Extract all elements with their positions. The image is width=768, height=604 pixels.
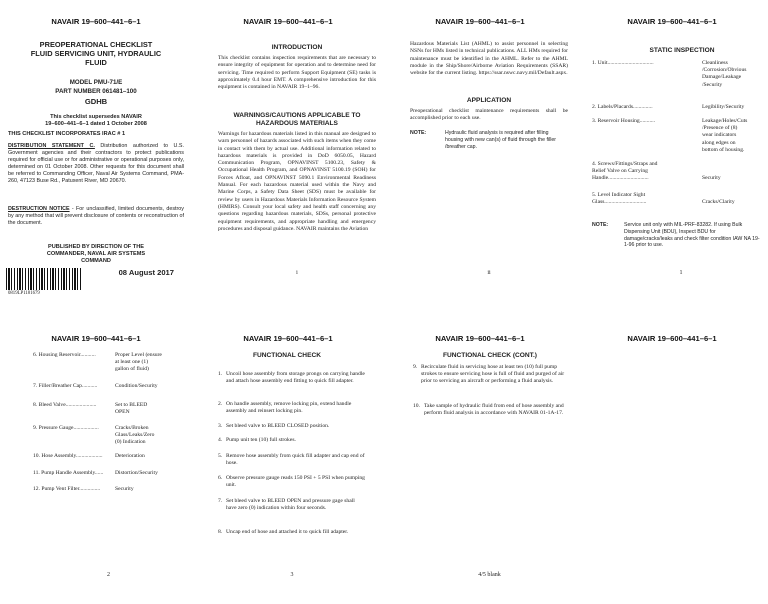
note-text: Hydraulic fluid analysis is required after filling housing with new can(s) of fluid through the filler /breather cap. (445, 130, 557, 150)
published-line: COMMAND (81, 258, 111, 264)
introduction-text: This checklist contains inspection requirements that are necessary to ensure integrity of equipment for operation and to determine need for servicing. Time required to perform Support Equipment (SE) tasks is approximately 0.4 hour EMT. A comprehensive introduction for this equipment is contained in NAVAIR 19–1–96. (218, 55, 376, 91)
publication-date: 08 August 2017 (118, 268, 174, 277)
inspection-item (33, 453, 190, 461)
inspection-item-criteria: Legibility/Security (702, 104, 745, 110)
functional-check-continued-heading: FUNCTIONAL CHECK (CONT.) (442, 352, 537, 359)
inspection-item-criteria: Security (115, 486, 134, 492)
inspection-item-label: 9. Pressure Gauge.................. (33, 425, 99, 431)
functional-step (218, 371, 366, 393)
page-number: i (296, 270, 298, 276)
page-header: NAVAIR 19–600–441–6–1 (435, 334, 525, 343)
static-inspection-panel (576, 0, 768, 302)
inspection-item-criteria: Set to BLEED OPEN (115, 402, 148, 416)
application-heading: APPLICATION (466, 97, 512, 104)
step-text: Pump unit ten (10) full strokes. (226, 437, 296, 443)
warnings-heading-line: WARNINGS/CAUTIONS APPLICABLE TO (233, 112, 361, 119)
page-number: ii (487, 270, 491, 276)
inspection-item (592, 104, 764, 113)
introduction-panel (192, 0, 384, 302)
cover-panel (0, 0, 192, 302)
inspection-item-label: 10. Hose Assembly................... (33, 453, 103, 459)
inspection-item (33, 470, 190, 478)
distribution-text: Distribution authorized to U.S. Government agencies and their contractors to protect publications required for official use or for administrative or operational purposes only, determined on 01 October 2008. Other requests for this document shall be referred to Commanding Officer, Naval Air Systems Command, PMA-260, 47123 Buse Rd., Patuxent River, MD 20670. (8, 143, 185, 184)
warnings-text: Warnings for hazardous materials listed in this manual are designed to warn personnel of hazards associated with such items when they come in contact with them by actual use. Additional information related to hazardous materials is provided in DoD 6050.05, Hazard Communication Program, OPNAVINST 5100.23, Safety & Occupational Health Program, and OPNAVINST 5100.19 (SOH) for Forces Afloat, and OPNAVINST 5090.1 Environmental Readiness Manual. For each hazardous material used within the Navy and Marine Corps, a Safety Data Sheet (SDS) must be available for review by users in Hazardous Materials Information Resource System (HMIRS). Consult your local safety and health staff concerning any questions regarding hazardous materials, SDSs, personal protective equipment requirements, and appropriate handling and emergency procedures and disposal guidance. NAVAIR maintains the Aviation (218, 131, 376, 232)
cover-title-line: PREOPERATIONAL CHECKLIST (39, 40, 153, 49)
published-line: COMMANDER, NAVAL AIR SYSTEMS (46, 251, 146, 257)
step-number: 2. (218, 401, 223, 407)
distribution-statement (8, 143, 184, 184)
step-text: On handle assembly, remove locking pin, extend handle assembly and reinsert locking pin. (226, 401, 352, 415)
cover-title (0, 41, 192, 67)
inspection-item (592, 60, 764, 96)
inspection-item (592, 118, 764, 156)
inspection-item-label: 2. Labels/Placards.............. (592, 104, 653, 110)
functional-step (218, 423, 366, 431)
inspection-item (592, 161, 764, 183)
page-number: 4/5 blank (478, 572, 501, 578)
application-panel (384, 0, 576, 302)
functional-step (218, 498, 366, 520)
step-number: 5. (218, 453, 223, 459)
destruction-label: DESTRUCTION NOTICE (8, 206, 70, 212)
note-label: NOTE: (592, 222, 609, 228)
inspection-item-label: 12. Pump Vent Filter............... (33, 486, 101, 492)
published-by (0, 244, 192, 265)
page-header: NAVAIR 19–600–441–6–1 (627, 334, 717, 343)
page-number: 3 (290, 572, 294, 578)
step-number: 1. (218, 371, 223, 377)
published-line: PUBLISHED BY DIRECTION OF THE (48, 244, 144, 250)
page-header: NAVAIR 19–600–441–6–1 (51, 334, 141, 343)
gdhb-code: GDHB (84, 97, 108, 106)
cover-model-block (0, 78, 192, 106)
inspection-item-label: 1. Unit................................. (592, 60, 654, 66)
inspection-item-label: 5. Level Indicator Sight Glass.............................. (592, 192, 647, 206)
model-number: MODEL PMU-71/E (69, 79, 123, 86)
step-number: 10. (413, 403, 420, 409)
static-inspection-heading: STATIC INSPECTION (649, 47, 715, 54)
inspection-item-criteria: Proper Level (ensure at least one (1) gallon of fluid) (115, 352, 162, 373)
destruction-notice (8, 206, 184, 227)
page-header: NAVAIR 19–600–441–6–1 (51, 17, 141, 26)
step-number: 9. (413, 364, 418, 370)
destruction-text: - For unclassified, limited documents, destroy by any method that will prevent disclosure of contents or reconstruction of the document. (8, 206, 185, 226)
inspection-item-label: 4. Screws/Fittings/Straps and Relief Valve on Carrying Handle............................. (592, 161, 658, 182)
inspection-item-criteria: Cracks/Clarity (702, 199, 735, 206)
step-text: Observe pressure gauge reads 150 PSI + 5 PSI when pumping unit. (226, 475, 365, 489)
step-text: Uncoil hose assembly from storage prongs on carrying handle and attach hose assembly end fitting to quick fill adapter. (226, 371, 365, 385)
step-text: Take sample of hydraulic fluid from end of hose assembly and perform fluid analysis in accordance with NAVAIR 01-1A-17. (424, 403, 564, 417)
functional-step (413, 403, 566, 418)
warnings-heading-line: HAZARDOUS MATERIALS (256, 120, 338, 127)
inspection-item-label: 7. Filler/Breather Cap........... (33, 383, 98, 389)
inspection-item (33, 383, 190, 391)
barcode-bars (6, 268, 81, 290)
step-number: 4. (218, 437, 223, 443)
header-only-panel (576, 302, 768, 604)
part-number: PART NUMBER 061481–100 (55, 88, 137, 95)
supersedes-line: This checklist supersedes NAVAIR (50, 114, 142, 120)
functional-step (413, 364, 566, 393)
inspection-item-label: 3. Reservoir Housing........... (592, 118, 656, 124)
inspection-item (33, 352, 190, 374)
inspection-item-criteria: Security (702, 175, 721, 182)
page-number: 2 (107, 572, 110, 578)
inspection-item (33, 425, 190, 447)
inspection-item-label: 11. Pump Handle Assembly...... (33, 470, 104, 476)
functional-step (218, 453, 366, 468)
inspection-item-label: 6. Housing Reservoir........... (33, 352, 96, 358)
functional-step (218, 401, 366, 416)
step-number: 7. (218, 498, 223, 504)
functional-step (218, 475, 366, 490)
functional-step (218, 529, 366, 544)
inspection-item (592, 192, 764, 207)
page-number: 1 (679, 270, 683, 276)
introduction-heading: INTRODUCTION (271, 44, 323, 51)
inspection-item-criteria: Distortion/Security (115, 470, 158, 476)
barcode (6, 268, 86, 300)
step-text: Set bleed valve to BLEED CLOSED position. (226, 423, 330, 429)
barcode-number: 0819LP1181679 (8, 291, 40, 296)
distribution-label: DISTRIBUTION STATEMENT C. (8, 143, 95, 149)
note-label: NOTE: (410, 130, 427, 136)
service-unit-note (592, 222, 762, 252)
inspection-item-criteria: Cracks/Broken Glass/Leaks/Zero (0) Indication (115, 425, 155, 446)
cover-title-line: FLUID (85, 57, 107, 67)
step-text: Uncap end of hose and attached it to quick fill adapter. (226, 529, 349, 535)
page-header: NAVAIR 19–600–441–6–1 (243, 334, 333, 343)
cover-title-line: FLUID SERVICING UNIT, HYDRAULIC (30, 48, 162, 58)
fluid-analysis-note (410, 130, 564, 162)
inspection-continued-panel (0, 302, 192, 604)
inspection-item-criteria: Deterioration (115, 453, 145, 459)
inspection-item-criteria: Leakage/Holes/Cuts /Presence of (8) wear indicators along edges on bottom of housing. (702, 118, 748, 153)
warnings-heading (218, 112, 376, 128)
inspection-item-criteria: Condition/Security (115, 383, 158, 389)
page-header: NAVAIR 19–600–441–6–1 (243, 17, 333, 26)
application-text: Preoperational checklist maintenance requirements shall be accomplished prior to each use. (410, 108, 568, 122)
functional-check-panel (192, 302, 384, 604)
functional-step (218, 437, 366, 445)
irac-notice: THIS CHECKLIST INCORPORATES IRAC # 1 (8, 131, 126, 137)
inspection-item-criteria: Cleanliness /Corrosion/Obvious Damage/Leakage /Security (702, 60, 747, 88)
inspection-item (33, 402, 190, 417)
note-text: Service unit only with MIL-PRF-83282. If using Bulk Dispensing Unit (BDU), Inspect BDU for damage/cracks/leaks and check filter condition IAW NA 19-1-96 prior to use. (624, 222, 760, 249)
supersedes-line: 19–600–441–6–1 dated 1 October 2008 (45, 121, 147, 128)
functional-check-heading: FUNCTIONAL CHECK (252, 352, 321, 359)
supersedes-notice (0, 114, 192, 128)
inspection-item (33, 486, 190, 494)
page-header: NAVAIR 19–600–441–6–1 (627, 17, 717, 26)
step-text: Remove hose assembly from quick fill adapter and cap end of hose. (226, 453, 365, 467)
page-header: NAVAIR 19–600–441–6–1 (435, 17, 525, 26)
step-text: Recirculate fluid in servicing hose at least ten (10) full pump strokes to ensure servicing hose is full of fluid and purged of air prior to servicing an aircraft or performing a fluid analysis. (421, 364, 565, 385)
step-number: 6. (218, 475, 223, 481)
step-number: 3. (218, 423, 223, 429)
step-text: Set bleed valve to BLEED OPEN and pressure gage shall have zero (0) indication within four seconds. (226, 498, 355, 512)
ahml-text: Hazardous Materials List (AHML) to assist personnel in selecting NSNs for HMs listed in technical publications. ALL HMs required for maintenance must be identified in the AHML. Refer to the AHML module in the Ship/Shore/Airborne Aviation Requirements (SSAR) website for the current listing. https://ssar.nswc.navy.mil/Default.aspx. (410, 41, 568, 77)
inspection-item-label: 8. Bleed Valve...................... (33, 402, 97, 408)
functional-check-continued-panel (384, 302, 576, 604)
step-number: 8. (218, 529, 223, 535)
